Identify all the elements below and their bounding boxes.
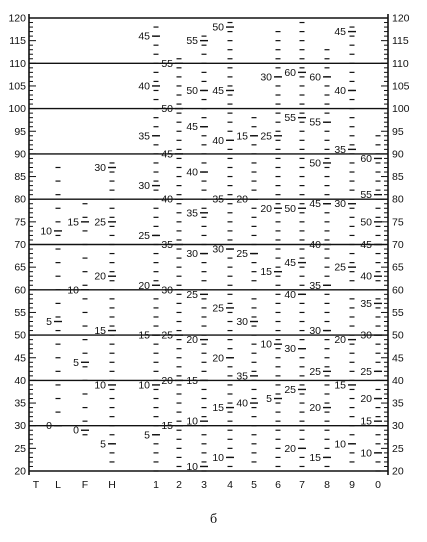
left-tick-label: 120 (8, 12, 26, 25)
column-value-label: 10 (40, 225, 52, 238)
left-tick-label: 90 (14, 148, 26, 161)
left-tick-label: 80 (14, 193, 26, 206)
right-tick-label: 115 (392, 35, 409, 48)
column-value-label: 0 (46, 420, 52, 433)
column-value-label: 40 (186, 166, 198, 179)
column-value-label: 35 (186, 207, 198, 220)
column-value-label: 25 (260, 130, 272, 143)
column-value-label: 15 (161, 420, 173, 433)
column-value-label: 30 (284, 343, 296, 356)
column-value-label: 40 (236, 397, 248, 410)
column-value-label: 20 (284, 442, 296, 455)
column-label-4: 4 (227, 479, 233, 491)
column-value-label: 25 (212, 302, 224, 315)
left-tick-label: 100 (8, 103, 26, 116)
column-label-0: 0 (375, 479, 381, 491)
column-1 (138, 27, 160, 471)
left-axis (8, 13, 36, 478)
column-value-label: 45 (284, 257, 296, 270)
column-value-label: 55 (284, 112, 296, 125)
column-value-label: 15 (236, 130, 248, 143)
column-3 (186, 35, 208, 473)
column-value-label: 35 (138, 130, 150, 143)
right-tick-label: 95 (392, 125, 404, 138)
column-value-label: 35 (236, 370, 248, 383)
column-label-5: 5 (251, 479, 257, 491)
column-value-label: 5 (73, 356, 79, 369)
right-tick-label: 105 (392, 80, 410, 93)
left-tick-label: 55 (14, 306, 26, 319)
column-label-T: T (32, 479, 40, 491)
column-L (40, 167, 62, 432)
column-value-label: 20 (309, 402, 321, 415)
column-label-8: 8 (324, 479, 330, 491)
column-value-label: 25 (94, 216, 106, 229)
column-value-label: 50 (161, 103, 173, 116)
column-value-label: 15 (260, 266, 272, 279)
column-label-2: 2 (176, 479, 182, 491)
column-value-label: 30 (138, 180, 150, 193)
column-value-label: 40 (360, 270, 372, 283)
column-F (67, 204, 89, 437)
column-value-label: 30 (236, 316, 248, 329)
column-labels (33, 479, 381, 491)
left-tick-label: 45 (14, 352, 26, 365)
column-value-label: 55 (309, 116, 321, 129)
left-tick-label: 35 (14, 397, 26, 410)
column-value-label: 15 (309, 451, 321, 464)
column-value-label: 10 (94, 379, 106, 392)
left-tick-label: 70 (14, 239, 26, 251)
column-value-label: 30 (161, 284, 173, 297)
column-value-label: 20 (161, 374, 173, 387)
column-value-label: 35 (334, 143, 346, 156)
column-value-label: 55 (360, 189, 372, 202)
left-tick-label: 110 (9, 57, 26, 70)
column-value-label: 20 (212, 352, 224, 365)
column-2 (161, 58, 183, 467)
column-value-label: 20 (334, 334, 346, 347)
right-tick-label: 20 (392, 465, 404, 478)
left-tick-label: 115 (9, 35, 26, 48)
right-tick-label: 90 (392, 148, 404, 161)
column-value-label: 25 (309, 365, 321, 378)
column-label-F: F (81, 479, 89, 491)
column-value-label: 35 (309, 279, 321, 292)
column-value-label: 30 (94, 161, 106, 174)
right-tick-label: 45 (392, 352, 404, 365)
column-value-label: 55 (161, 57, 173, 70)
column-value-label: 45 (334, 26, 346, 39)
column-value-label: 5 (46, 316, 52, 329)
right-axis (381, 13, 410, 478)
column-value-label: 45 (161, 148, 173, 161)
right-tick-label: 120 (392, 12, 410, 25)
column-value-label: 20 (360, 393, 372, 406)
column-label-1: 1 (153, 479, 159, 491)
column-value-label: 60 (360, 152, 372, 165)
column-value-label: 25 (161, 329, 173, 342)
column-value-label: 50 (284, 202, 296, 215)
right-tick-label: 85 (392, 171, 404, 184)
column-value-label: 40 (284, 288, 296, 301)
column-value-label: 35 (360, 297, 372, 310)
column-value-label: 20 (236, 193, 248, 206)
column-value-label: 15 (186, 374, 198, 387)
column-value-label: 30 (309, 325, 321, 338)
left-tick-label: 105 (8, 80, 26, 93)
column-value-label: 10 (360, 447, 372, 460)
column-value-label: 30 (360, 329, 372, 342)
left-tick-label: 65 (14, 261, 26, 274)
left-tick-label: 75 (14, 216, 26, 229)
column-value-label: 10 (186, 415, 198, 428)
column-value-label: 10 (260, 338, 272, 351)
left-tick-label: 50 (14, 329, 26, 342)
column-value-label: 40 (161, 193, 173, 206)
column-value-label: 25 (138, 229, 150, 242)
column-value-label: 45 (212, 84, 224, 97)
column-H (94, 162, 116, 462)
column-value-label: 15 (67, 216, 79, 229)
column-value-label: 50 (360, 216, 372, 229)
column-value-label: 45 (309, 198, 321, 211)
column-value-label: 45 (186, 121, 198, 134)
right-tick-label: 80 (392, 193, 404, 206)
column-value-label: 15 (138, 329, 150, 342)
column-value-label: 20 (186, 334, 198, 347)
column-value-label: 40 (212, 134, 224, 147)
column-value-label: 40 (138, 80, 150, 93)
column-value-label: 5 (144, 429, 150, 442)
column-value-label: 20 (138, 279, 150, 292)
column-value-label: 5 (266, 393, 272, 406)
right-tick-label: 35 (392, 397, 404, 410)
column-value-label: 10 (334, 438, 346, 451)
column-value-label: 20 (260, 202, 272, 215)
right-tick-label: 70 (392, 239, 404, 251)
column-value-label: 25 (236, 248, 248, 261)
left-tick-label: 85 (14, 171, 26, 184)
column-value-label: 20 (94, 270, 106, 283)
column-value-label: 30 (186, 248, 198, 261)
right-tick-label: 60 (392, 284, 404, 297)
column-value-label: 35 (161, 239, 173, 251)
column-value-label: 45 (360, 239, 372, 251)
column-value-label: 10 (186, 460, 198, 473)
column-value-label: 0 (73, 424, 79, 437)
column-value-label: 55 (186, 35, 198, 48)
right-tick-label: 25 (392, 442, 404, 455)
column-value-label: 10 (138, 379, 150, 392)
column-value-label: 40 (334, 84, 346, 97)
column-label-9: 9 (349, 479, 355, 491)
column-value-label: 30 (212, 243, 224, 256)
column-value-label: 25 (186, 288, 198, 301)
left-tick-label: 40 (14, 374, 26, 387)
figure-caption: б (209, 512, 218, 527)
column-value-label: 60 (284, 66, 296, 79)
column-value-label: 25 (334, 261, 346, 274)
column-8 (309, 50, 331, 467)
scale-columns (40, 22, 382, 473)
left-tick-label: 25 (14, 442, 26, 455)
column-value-label: 15 (212, 402, 224, 415)
column-value-label: 40 (309, 239, 321, 251)
right-tick-label: 65 (392, 261, 404, 274)
column-label-H: H (108, 479, 116, 491)
left-tick-label: 30 (14, 420, 26, 433)
column-6 (260, 32, 282, 467)
column-value-label: 5 (100, 438, 106, 451)
column-value-label: 50 (212, 21, 224, 34)
right-tick-label: 100 (392, 103, 410, 116)
column-value-label: 15 (360, 415, 372, 428)
column-value-label: 10 (212, 451, 224, 464)
column-label-6: 6 (275, 479, 281, 491)
left-tick-label: 60 (14, 284, 26, 297)
column-0 (360, 136, 382, 471)
column-value-label: 35 (212, 193, 224, 206)
right-tick-label: 40 (392, 374, 404, 387)
column-label-L: L (55, 479, 61, 491)
column-value-label: 50 (186, 84, 198, 97)
right-tick-label: 55 (392, 306, 404, 319)
right-tick-label: 75 (392, 216, 404, 229)
left-tick-label: 20 (14, 465, 26, 478)
column-value-label: 15 (94, 325, 106, 338)
column-label-7: 7 (299, 479, 305, 491)
column-value-label: 30 (260, 71, 272, 84)
right-tick-label: 30 (392, 420, 404, 433)
column-value-label: 45 (138, 30, 150, 43)
column-value-label: 15 (334, 379, 346, 392)
column-value-label: 60 (309, 71, 321, 84)
right-tick-label: 50 (392, 329, 404, 342)
column-value-label: 50 (309, 157, 321, 170)
column-value-label: 30 (334, 198, 346, 211)
left-tick-label: 95 (14, 125, 26, 138)
column-value-label: 10 (67, 284, 79, 297)
column-label-3: 3 (201, 479, 207, 491)
column-value-label: 25 (360, 365, 372, 378)
right-tick-label: 110 (392, 57, 409, 70)
column-value-label: 25 (284, 383, 296, 396)
